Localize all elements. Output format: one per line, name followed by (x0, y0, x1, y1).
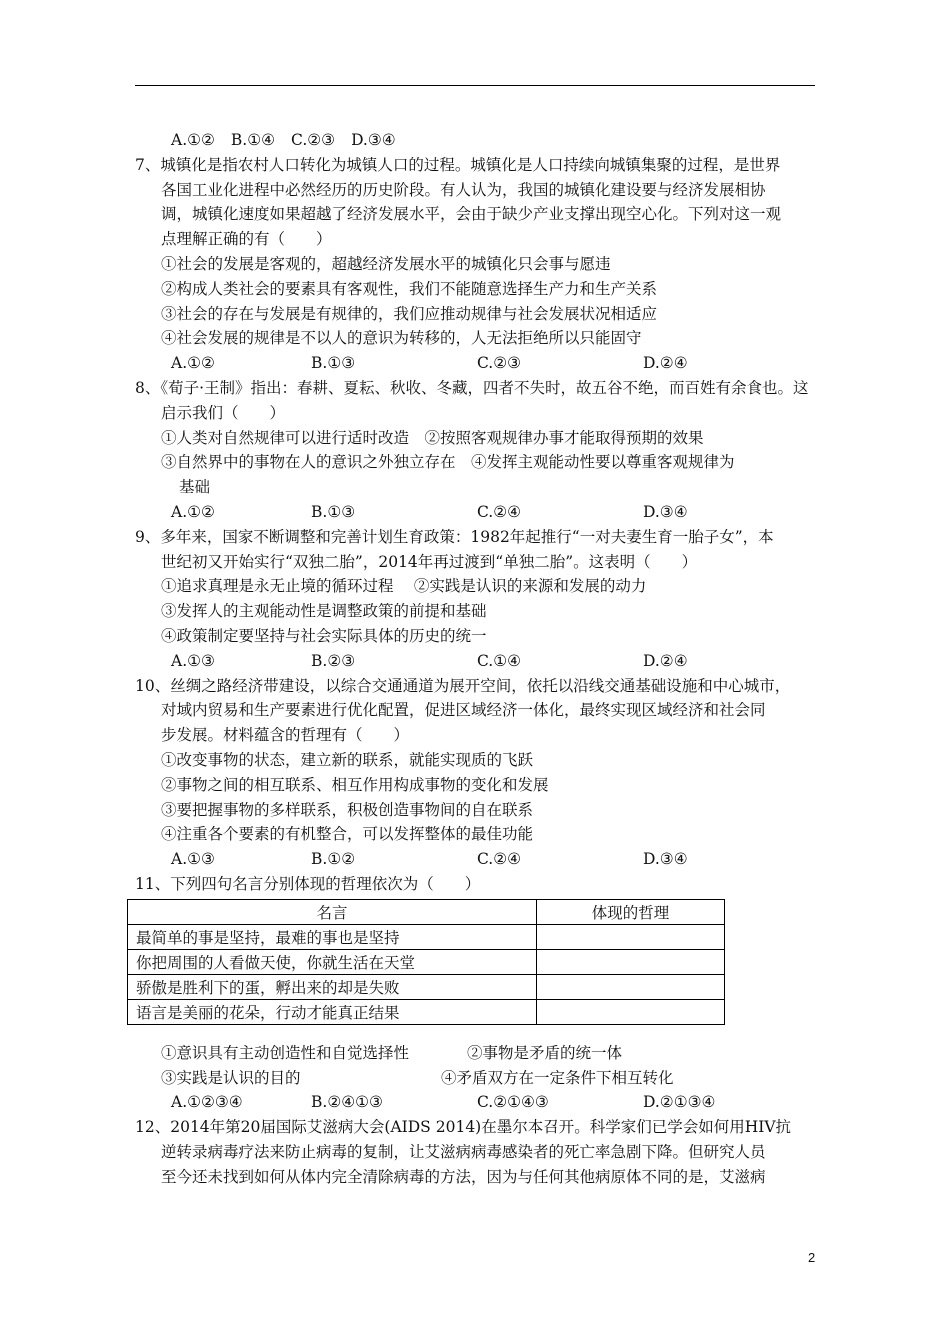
statement-item: ①意识具有主动创造性和自觉选择性 (161, 1043, 410, 1062)
option-d: D.②④ (643, 651, 688, 670)
table-row (128, 924, 725, 949)
option-b: B.①③ (311, 502, 356, 521)
question-9 (135, 525, 815, 674)
quote-cell: 骄傲是胜利下的蛋，孵出来的却是失败 (128, 974, 537, 999)
option-c: C.②①④③ (477, 1093, 549, 1112)
option-b: B.①③ (311, 354, 356, 373)
question-stem-line: 9、多年来，国家不断调整和完善计划生育政策：1982年起推行“一对夫妻生育一胎子女”，本 (135, 527, 774, 546)
spacer (135, 1025, 815, 1041)
column-header: 名言 (128, 899, 537, 924)
question-stem-line: 对域内贸易和生产要素进行优化配置，促进区域经济一体化，最终实现区域经济和社会同 (161, 701, 766, 720)
option-a: A.①③ (171, 651, 215, 670)
statement-pair (135, 1041, 815, 1066)
philosophy-cell (537, 949, 725, 974)
question-7 (135, 153, 815, 376)
quotes-table (127, 899, 725, 1025)
question-stem-line: 调，城镇化速度如果超越了经济发展水平，会由于缺少产业支撑出现空心化。下列对这一观 (161, 205, 782, 224)
quote-cell: 语言是美丽的花朵，行动才能真正结果 (128, 999, 537, 1024)
header-rule (135, 85, 815, 86)
statement-item: ①改变事物的状态，建立新的联系，就能实现质的飞跃 (161, 750, 534, 769)
q6-options (135, 128, 815, 153)
option-b: B.①② (311, 850, 356, 869)
table-row (128, 974, 725, 999)
option-a: A.①② (171, 131, 215, 149)
option-c: C.②④ (477, 850, 522, 869)
option-c: C.②③ (291, 131, 336, 149)
philosophy-cell (537, 924, 725, 949)
option-d: D.③④ (643, 850, 688, 869)
table-row (128, 999, 725, 1024)
table-row (128, 949, 725, 974)
question-stem-line: 各国工业化进程中必然经历的历史阶段。有人认为，我国的城镇化建设要与经济发展相协 (161, 180, 766, 199)
option-c: C.②③ (477, 354, 522, 373)
statement-item: ④政策制定要坚持与社会实际具体的历史的统一 (161, 626, 487, 645)
statement-item: ①社会的发展是客观的，超越经济发展水平的城镇化只会事与愿违 (161, 254, 611, 273)
answer-options (135, 1090, 815, 1115)
question-12 (135, 1115, 815, 1189)
quote-cell: 你把周围的人看做天使，你就生活在天堂 (128, 949, 537, 974)
statement-item: ③实践是认识的目的 (161, 1068, 301, 1087)
question-10 (135, 674, 815, 872)
option-d: D.②④ (643, 354, 688, 373)
statement-item: 基础 (179, 478, 211, 497)
statement-item: ②事物之间的相互联系、相互作用构成事物的变化和发展 (161, 775, 549, 794)
statement-item: ③发挥人的主观能动性是调整政策的前提和基础 (161, 602, 487, 621)
statement-item: ①人类对自然规律可以进行适时改造 ②按照客观规律办事才能取得预期的效果 (161, 428, 704, 447)
statement-pair (135, 1066, 815, 1091)
question-stem-line: 点理解正确的有（ ） (161, 230, 332, 249)
question-stem-line: 至今还未找到如何从体内完全清除病毒的方法，因为与任何其他病原体不同的是，艾滋病 (161, 1167, 766, 1186)
question-11 (135, 872, 815, 1115)
option-a: A.①② (171, 502, 215, 521)
answer-options (135, 351, 815, 376)
statement-item: ④社会发展的规律是不以人的意识为转移的，人无法拒绝所以只能固守 (161, 329, 642, 348)
question-8 (135, 376, 815, 525)
option-b: B.②④①③ (311, 1093, 383, 1112)
question-stem-line: 世纪初又开始实行“双独二胎”，2014年再过渡到“单独二胎”。这表明（ ） (161, 552, 698, 571)
answer-options (135, 500, 815, 525)
question-stem-line: 启示我们（ ） (161, 403, 286, 422)
statement-item: ②事物是矛盾的统一体 (467, 1043, 623, 1062)
page-content (135, 128, 815, 1189)
option-b: B.②③ (311, 651, 356, 670)
question-stem-line: 11、下列四句名言分别体现的哲理依次为（ ） (135, 874, 481, 893)
question-stem-line: 12、2014年第20届国际艾滋病大会(AIDS 2014)在墨尔本召开。科学家们已学会如何用HIV抗 (135, 1118, 792, 1137)
answer-options (135, 649, 815, 674)
table-header-row (128, 899, 725, 924)
page-number: 2 (808, 1250, 816, 1265)
option-d: D.③④ (351, 131, 396, 149)
option-a: A.①③ (171, 850, 215, 869)
statement-item: ③社会的存在与发展是有规律的，我们应推动规律与社会发展状况相适应 (161, 304, 658, 323)
option-c: C.①④ (477, 651, 522, 670)
statement-item: ④注重各个要素的有机整合，可以发挥整体的最佳功能 (161, 825, 534, 844)
option-a: A.①②③④ (171, 1093, 243, 1112)
statement-item: ③要把握事物的多样联系，积极创造事物间的自在联系 (161, 800, 534, 819)
option-d: D.③④ (643, 502, 688, 521)
question-stem-line: 8、《荀子·王制》指出：春耕、夏耘、秋收、冬藏，四者不失时，故五谷不绝，而百姓有余食也。这 (135, 378, 809, 397)
option-c: C.②④ (477, 502, 522, 521)
question-stem-line: 逆转录病毒疗法来防止病毒的复制，让艾滋病病毒感染者的死亡率急剧下降。但研究人员 (161, 1142, 766, 1161)
question-stem-line: 7、城镇化是指农村人口转化为城镇人口的过程。城镇化是人口持续向城镇集聚的过程，是世界 (135, 155, 781, 174)
question-stem-line: 10、丝绸之路经济带建设，以综合交通通道为展开空间，依托以沿线交通基础设施和中心城市， (135, 676, 791, 695)
column-header: 体现的哲理 (537, 899, 725, 924)
statement-item: ④矛盾双方在一定条件下相互转化 (441, 1068, 674, 1087)
philosophy-cell (537, 999, 725, 1024)
philosophy-cell (537, 974, 725, 999)
question-stem-line: 步发展。材料蕴含的哲理有（ ） (161, 726, 410, 745)
option-a: A.①② (171, 354, 215, 373)
option-d: D.②①③④ (643, 1093, 716, 1112)
statement-item: ②构成人类社会的要素具有客观性，我们不能随意选择生产力和生产关系 (161, 279, 658, 298)
statement-item: ①追求真理是永无止境的循环过程 ②实践是认识的来源和发展的动力 (161, 577, 647, 596)
statement-item: ③自然界中的事物在人的意识之外独立存在 ④发挥主观能动性要以尊重客观规律为 (161, 453, 735, 472)
answer-options (135, 847, 815, 872)
quote-cell: 最简单的事是坚持，最难的事也是坚持 (128, 924, 537, 949)
option-b: B.①④ (230, 131, 276, 149)
